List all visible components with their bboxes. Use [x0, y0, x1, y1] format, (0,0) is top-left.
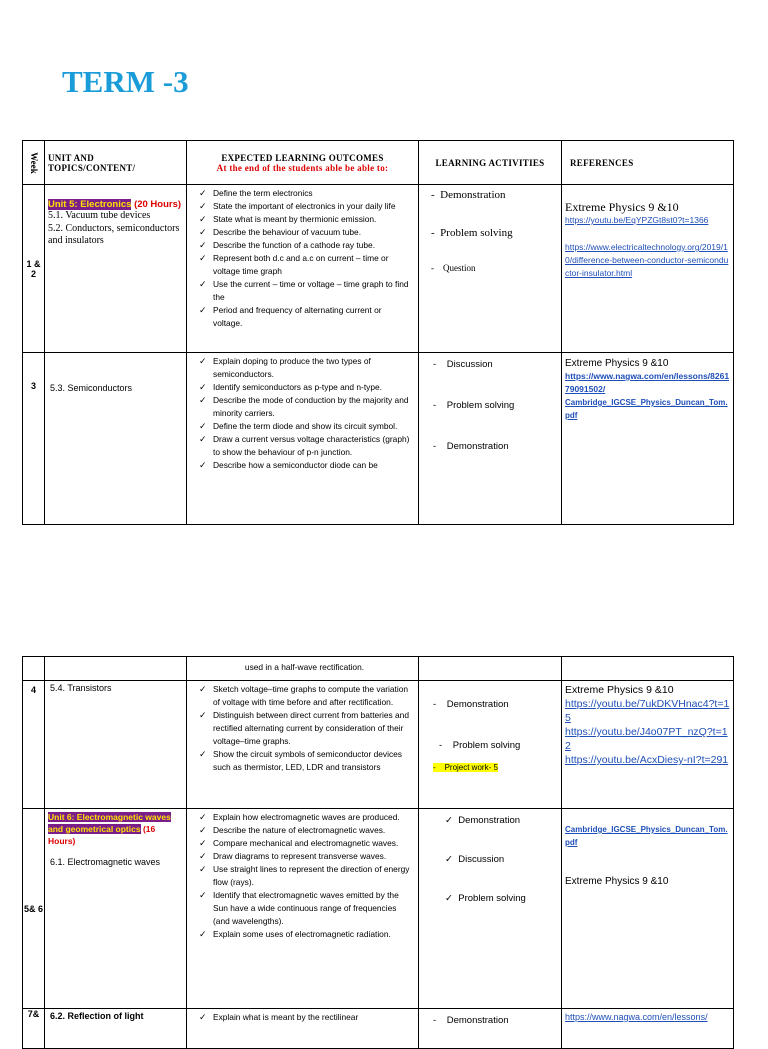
outcome-item: ✓ Explain what is meant by the rectilinear — [197, 1011, 412, 1024]
reference-link[interactable]: Cambridge_IGCSE_Physics_Duncan_Tom.pdf — [565, 825, 728, 847]
references-cell — [562, 185, 734, 353]
activity-item: Problem solving — [440, 227, 513, 239]
activity-item: Problem solving — [446, 400, 515, 411]
activity-item: Demonstration — [446, 699, 509, 710]
reference-book: Extreme Physics 9 &10 — [565, 876, 669, 887]
reference-link[interactable]: https://youtu.be/AcxDiesy-nI?t=291 — [565, 754, 729, 766]
outcomes-cell — [187, 353, 419, 525]
activity-item: Demonstration — [446, 441, 509, 452]
unit-title: Unit 5: Electronics — [48, 199, 132, 210]
week-cell: 4 — [23, 681, 45, 809]
reference-link[interactable]: Cambridge_IGCSE_Physics_Duncan_Tom.pdf — [565, 398, 728, 420]
unit-hours: (20 Hours) — [134, 199, 182, 210]
outcome-item: ✓ Distinguish between direct current from batteries and rectified alternating current by consideration of their voltage–time graphs. — [197, 709, 412, 748]
table-header-row — [23, 141, 734, 185]
table-row — [23, 1009, 734, 1049]
reference-book: Extreme Physics 9 &10 — [565, 200, 679, 214]
unit-header: UNIT AND TOPICS/CONTENT/ — [45, 141, 187, 185]
references-cell — [562, 681, 734, 809]
activities-cell: - Demonstration — [419, 1009, 562, 1049]
activities-cell: ✓ Demonstration ✓ Discussion ✓ Problem solving — [419, 809, 562, 1009]
reference-link[interactable]: https://www.electricaltechnology.org/2019/10/difference-between-conductor-semiconductor-insulator.html — [565, 242, 729, 278]
activity-item: Demonstration — [458, 815, 521, 826]
topic: 5.2. Conductors, semiconductors and insulators — [48, 222, 180, 246]
outcome-item: ✓ State the important of electronics in your daily life — [197, 200, 412, 213]
unit-hours: (16 Hours) — [48, 824, 156, 846]
week-cell: 1 & 2 — [23, 185, 45, 353]
outcome-item: ✓ Define the term electronics — [197, 187, 412, 200]
outcome-item: ✓ Draw a current versus voltage characteristics (graph) to show the behaviour of p-n junction. — [197, 433, 412, 459]
outcome-item: ✓ Use the current – time or voltage – time graph to find the — [197, 278, 412, 304]
reference-link[interactable]: https://youtu.be/J4o07PT_nzQ?t=12 — [565, 726, 728, 752]
outcome-item: ✓ Draw diagrams to represent transverse waves. — [197, 850, 412, 863]
outcome-item: ✓ Explain how electromagnetic waves are produced. — [197, 811, 412, 824]
activities-header: LEARNING ACTIVITIES — [419, 141, 562, 185]
outcome-item: ✓ Identify semiconductors as p-type and n-type. — [197, 381, 412, 394]
outcome-item: ✓ Compare mechanical and electromagnetic waves. — [197, 837, 412, 850]
outcome-item: ✓ Identify that electromagnetic waves emitted by the Sun have a wide continuous range of frequencies (and wavelengths). — [197, 889, 412, 928]
activity-item: Project work- 5 — [444, 763, 498, 772]
unit-title: Unit 6: Electromagnetic waves and geometrical optics — [48, 812, 171, 834]
references-header: REFERENCES — [562, 141, 734, 185]
table-row — [23, 657, 734, 681]
outcome-item: ✓ Represent both d.c and a.c on current – time or voltage time graph — [197, 252, 412, 278]
activities-cell — [419, 657, 562, 681]
outcome-continued: used in a half-wave rectification. — [187, 657, 419, 681]
activity-item: Problem solving — [452, 740, 521, 751]
outcome-item: ✓ Period and frequency of alternating current or voltage. — [197, 304, 412, 330]
topic: 6.2. Reflection of light — [50, 1011, 144, 1021]
outcome-item: ✓ Define the term diode and show its circuit symbol. — [197, 420, 412, 433]
table-row — [23, 353, 734, 525]
outcomes-cell — [187, 681, 419, 809]
unit-cell — [45, 809, 187, 1009]
outcome-item: ✓ Use straight lines to represent the direction of energy flow (rays). — [197, 863, 412, 889]
week-header: Week — [23, 141, 45, 185]
activities-cell: - Demonstration - Problem solving - Question — [419, 185, 562, 353]
outcome-item: ✓ Show the circuit symbols of semiconductor devices such as thermistor, LED, LDR and transistors — [197, 748, 412, 774]
activity-item: Discussion — [458, 854, 505, 865]
week-cell: 3 — [23, 353, 45, 525]
unit-cell — [45, 681, 187, 809]
outcome-item: ✓ Describe the function of a cathode ray tube. — [197, 239, 412, 252]
outcomes-header — [187, 141, 419, 185]
outcomes-header-title: EXPECTED LEARNING OUTCOMES — [221, 152, 384, 163]
table-row — [23, 809, 734, 1009]
outcome-item: ✓ Explain some uses of electromagnetic radiation. — [197, 928, 412, 941]
activity-item: Question — [443, 263, 476, 273]
week-cell — [23, 657, 45, 681]
unit-cell — [45, 353, 187, 525]
activities-cell: - Discussion - Problem solving - Demonstration — [419, 353, 562, 525]
curriculum-table-2 — [22, 656, 734, 1049]
activity-item: Discussion — [446, 359, 493, 370]
reference-link[interactable]: https://youtu.be/7ukDKVHnac4?t=15 — [565, 698, 730, 724]
outcome-item: ✓ State what is meant by thermionic emission. — [197, 213, 412, 226]
topic: 5.4. Transistors — [50, 683, 112, 693]
unit-cell — [45, 185, 187, 353]
outcomes-cell — [187, 809, 419, 1009]
outcomes-header-subtitle: At the end of the students able be able to: — [216, 162, 389, 173]
reference-book: Extreme Physics 9 &10 — [565, 358, 669, 369]
topic: 6.1. Electromagnetic waves — [50, 857, 161, 867]
reference-link[interactable]: https://youtu.be/EqYPZGt8st0?t=1366 — [565, 215, 709, 225]
reference-book: Extreme Physics 9 &10 — [565, 684, 674, 696]
reference-link[interactable]: https://www.nagwa.com/en/lessons/ — [565, 1012, 708, 1022]
outcomes-cell — [187, 185, 419, 353]
references-cell — [562, 809, 734, 1009]
topic: 5.1. Vacuum tube devices — [48, 210, 151, 221]
activity-item: Demonstration — [440, 189, 506, 201]
references-cell — [562, 657, 734, 681]
outcomes-cell — [187, 1009, 419, 1049]
outcome-item: ✓ Sketch voltage–time graphs to compute the variation of voltage with time before and after rectification. — [197, 683, 412, 709]
outcome-item: ✓ Explain doping to produce the two types of semiconductors. — [197, 355, 412, 381]
activities-cell: - Demonstration - Problem solving - Project work- 5 — [419, 681, 562, 809]
curriculum-table-1 — [22, 140, 734, 525]
references-cell — [562, 1009, 734, 1049]
topic: 5.3. Semiconductors — [50, 383, 133, 393]
unit-cell — [45, 657, 187, 681]
outcome-item: ✓ Describe the mode of conduction by the majority and minority carriers. — [197, 394, 412, 420]
references-cell — [562, 353, 734, 525]
week-cell: 5& 6 — [23, 809, 45, 1009]
outcome-item: ✓ Describe the nature of electromagnetic waves. — [197, 824, 412, 837]
activity-item: Problem solving — [458, 893, 526, 904]
unit-cell — [45, 1009, 187, 1049]
outcome-item: ✓ Describe the behaviour of vacuum tube. — [197, 226, 412, 239]
week-cell: 7& — [23, 1009, 45, 1049]
outcome-item: ✓ Describe how a semiconductor diode can be — [197, 459, 412, 472]
table-row — [23, 681, 734, 809]
page-title: TERM -3 — [62, 64, 189, 99]
table-row — [23, 185, 734, 353]
reference-link[interactable]: https://www.nagwa.com/en/lessons/826179091502/ — [565, 371, 730, 394]
activity-item: Demonstration — [446, 1015, 509, 1026]
